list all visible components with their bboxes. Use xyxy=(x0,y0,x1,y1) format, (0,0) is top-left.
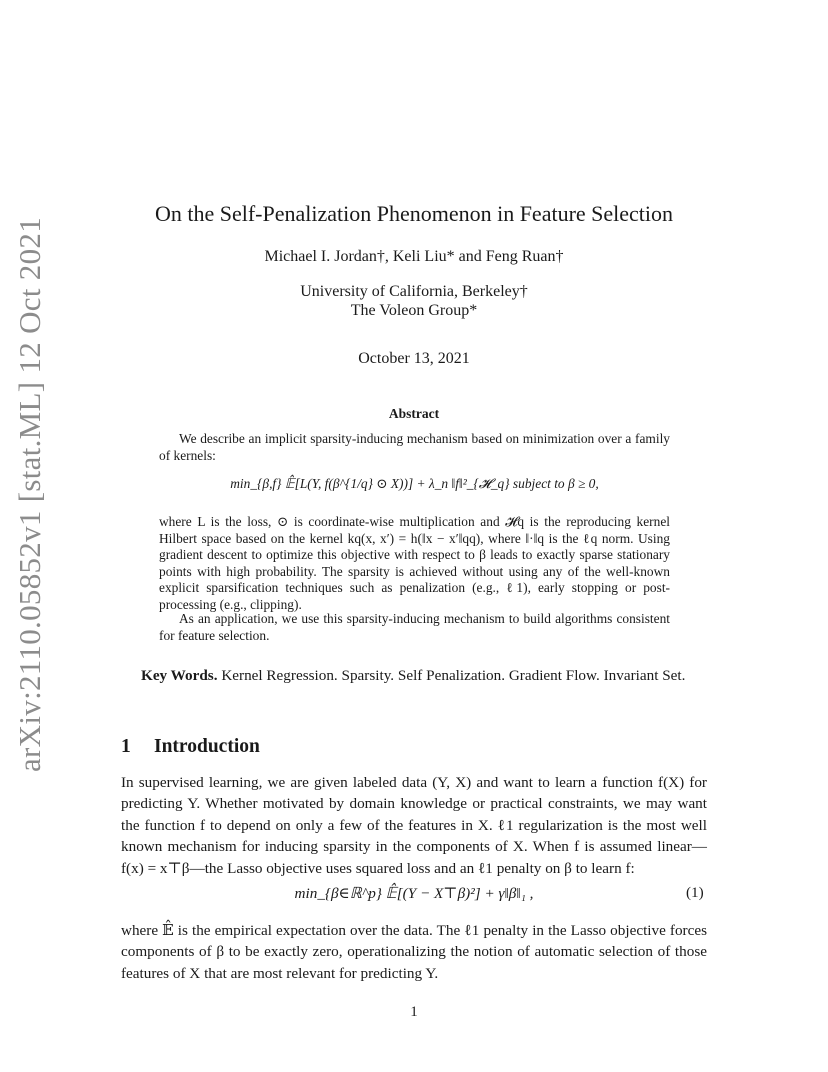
abstract-paragraph-1: We describe an implicit sparsity-inducing mechanism based on minimization over a family of kernels: xyxy=(159,431,670,463)
equation-number: (1) xyxy=(686,884,704,901)
abstract-equation xyxy=(159,476,670,493)
section-title: Introduction xyxy=(154,736,260,757)
arxiv-identifier: arXiv:2110.05852v1 [stat.ML] 12 Oct 2021 xyxy=(12,217,47,772)
intro-paragraph-2: where 𝔼̂ is the empirical expectation over the data. The ℓ1 penalty in the Lasso objective forces components of β to be exactly zero, operationalizing the notion of automatic selection of those features of X that are most relevant for predicting Y. xyxy=(121,922,707,982)
keywords-text: Kernel Regression. Sparsity. Self Penalization. Gradient Flow. Invariant Set. xyxy=(221,667,686,684)
abstract-paragraph-3: As an application, we use this sparsity-inducing mechanism to build algorithms consistent for feature selection. xyxy=(159,611,670,643)
abstract-paragraph-2: where L is the loss, ⊙ is coordinate-wise multiplication and 𝓗q is the reproducing kernel Hilbert space based on the kernel kq(x, x′) = h(‖x − x′‖qq), where ‖·‖q is the ℓq norm. Using gradient descent to optimize this objective with respect to β leads to exactly sparse stationary points with high probability. The sparsity is achieved without using any of the well-known explicit sparsification techniques such as penalization (e.g., ℓ1), early stopping or post-processing (e.g., clipping). xyxy=(159,514,670,612)
paper-title: On the Self-Penalization Phenomenon in Feature Selection xyxy=(154,201,674,226)
intro-paragraph-1: In supervised learning, we are given labeled data (Y, X) and want to learn a function f(X) for predicting Y. Whether motivated by domain knowledge or practical constraints, we may want the function f to depend on only a few of the features in X. ℓ1 regularization is the most well known mechanism for inducing sparsity in the components of X. When f is assumed linear—f(x) = x⊤β—the Lasso objective uses squared loss and an ℓ1 penalty on β to learn f: xyxy=(121,774,707,877)
section-number: 1 xyxy=(121,736,131,757)
abstract-heading: Abstract xyxy=(388,406,440,421)
lasso-equation xyxy=(121,884,707,903)
paper-authors: Michael I. Jordan†, Keli Liu* and Feng Ruan† xyxy=(264,248,564,265)
keywords-label: Key Words. xyxy=(141,667,218,684)
keywords xyxy=(121,665,707,686)
affiliation-berkeley: University of California, Berkeley† xyxy=(300,283,528,300)
lasso-equation-text: min_{β∈ℝ^p} 𝔼̂[(Y − X⊤β)²] + γ‖β‖₁ , xyxy=(294,885,534,902)
abstract-equation-text: min_{β,f} 𝔼̂[L(Y, f(β^{1/q} ⊙ X))] + λ_n ‖f‖²_{𝓗_q} subject to β ≥ 0, xyxy=(230,476,599,491)
page-number: 1 xyxy=(410,1004,418,1020)
paper-date: October 13, 2021 xyxy=(358,350,470,367)
affiliation-voleon: The Voleon Group* xyxy=(350,302,478,319)
section-heading xyxy=(121,736,260,758)
